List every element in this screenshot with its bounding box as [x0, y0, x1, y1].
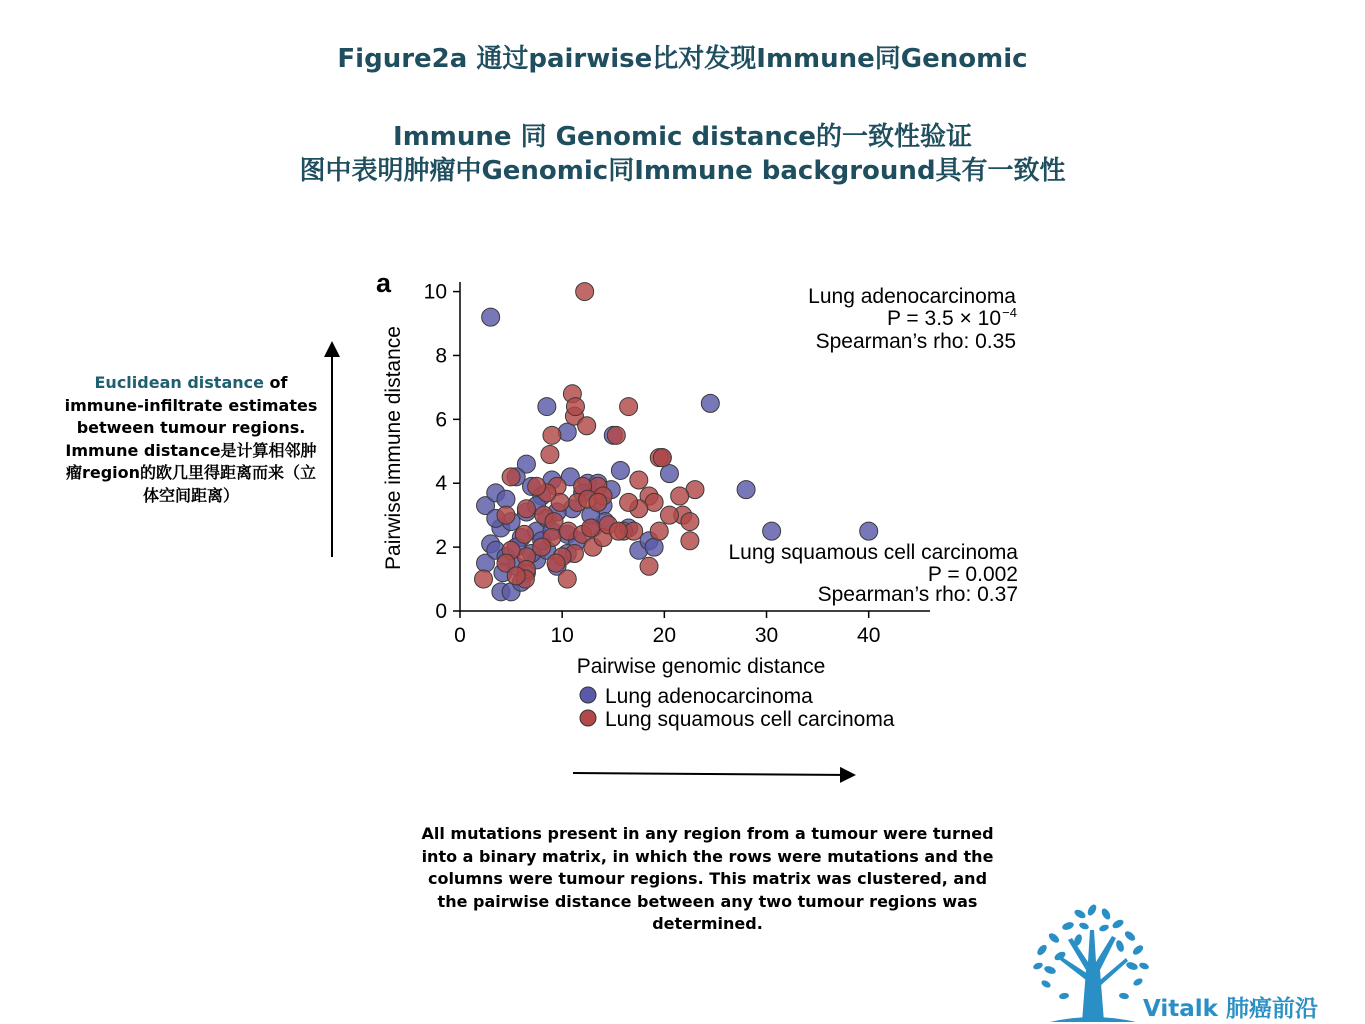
left-note-highlight: Euclidean distance: [94, 373, 264, 392]
left-note-chinese: Immune distance是计算相邻肿瘤region的欧几里得距离而来（立体空间距离）: [65, 440, 317, 505]
horizontal-arrow: [573, 773, 852, 775]
y-axis-label: Pairwise immune distance: [382, 326, 405, 570]
brand-text: Vitalk 肺癌前沿: [1143, 996, 1318, 1022]
x-axis-label: Pairwise genomic distance: [576, 655, 826, 678]
y-tick-label: 4: [435, 472, 447, 496]
lusc-annotation-p: P = 0.002: [927, 563, 1018, 586]
x-tick-label: 0: [454, 624, 466, 647]
title-line-3: 图中表明肿瘤中Genomic同Immune background具有一致性: [299, 156, 1066, 186]
lusc-annotation-rho: Spearman’s rho: 0.37: [817, 583, 1018, 606]
y-tick-label: 8: [435, 344, 447, 368]
luad-annotation-name: Lung adenocarcinoma: [808, 285, 1016, 308]
legend-label-luad: Lung adenocarcinoma: [605, 685, 813, 708]
left-note-text: of immune-infiltrate estimates between tumour regions.: [64, 373, 318, 437]
luad-annotation-p-exponent: −4: [1002, 305, 1017, 320]
luad-annotation-p: P = 3.5 × 10: [886, 307, 1001, 330]
y-tick-label: 10: [423, 280, 447, 304]
panel-label: a: [376, 268, 392, 298]
x-tick-label: 40: [857, 624, 881, 647]
y-tick-label: 6: [435, 408, 447, 432]
x-tick-label: 30: [754, 624, 779, 647]
y-tick-label: 0: [435, 600, 447, 623]
luad-annotation-rho: Spearman’s rho: 0.35: [815, 330, 1016, 353]
lusc-annotation-name: Lung squamous cell carcinoma: [728, 541, 1018, 564]
title-line-2: Immune 同 Genomic distance的一致性验证: [393, 122, 972, 152]
title-line-1: Figure2a 通过pairwise比对发现Immune同Genomic: [337, 44, 1028, 74]
y-tick-label: 2: [435, 536, 447, 560]
bottom-note: All mutations present in any region from a tumour were turned into a binary matrix, in which the rows were mutations and the columns were tumour regions. This matrix was clustered, and the pairwise distance between any two tumour regions was determined.: [421, 824, 994, 933]
x-tick-label: 10: [550, 624, 574, 647]
x-tick-label: 20: [652, 624, 677, 647]
legend-label-lusc: Lung squamous cell carcinoma: [605, 708, 895, 731]
